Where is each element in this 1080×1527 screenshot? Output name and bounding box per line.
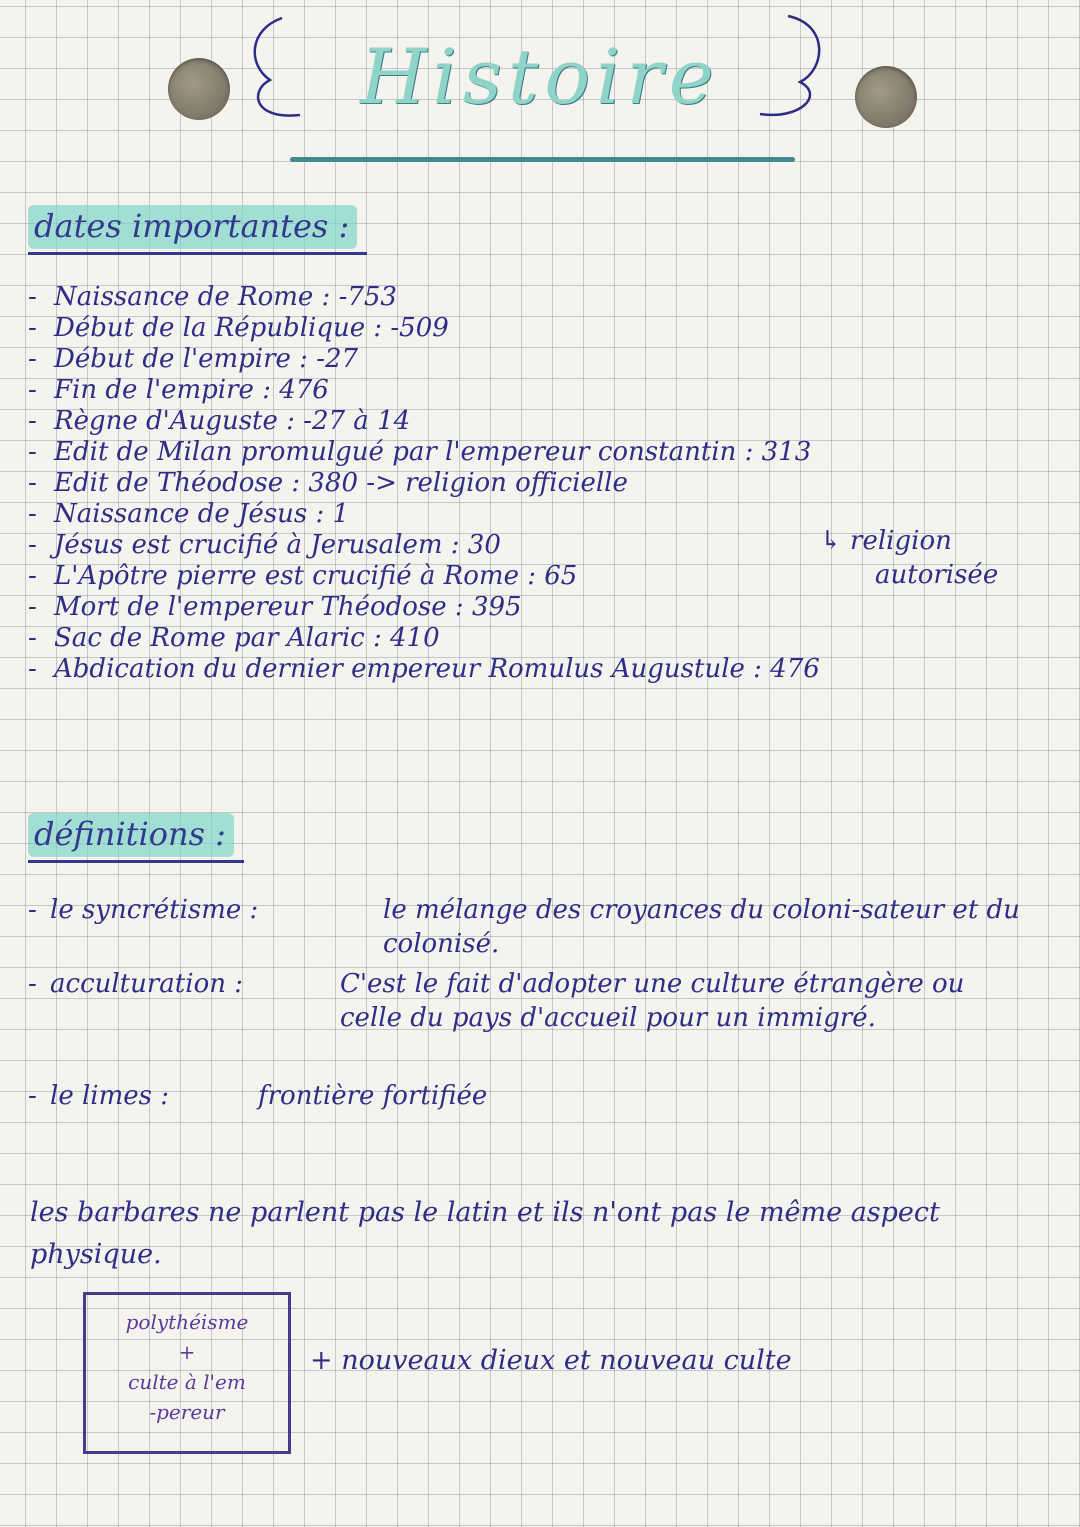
date-text: Jésus est crucifié à Jerusalem : 30	[54, 530, 501, 560]
date-text: Naissance de Rome : -753	[54, 282, 397, 312]
list-item: - Edit de Milan promulgué par l'empereur constantin : 313	[28, 437, 812, 467]
list-item: - Jésus est crucifié à Jerusalem : 30	[28, 530, 501, 560]
list-item: - Règne d'Auguste : -27 à 14	[28, 406, 411, 436]
definitions-heading-text: définitions :	[34, 815, 226, 853]
list-item: - Naissance de Jésus : 1	[28, 499, 350, 529]
dates-list	[28, 282, 1068, 685]
definition-item: - le syncrétisme : le mélange des croyances du coloni-sateur et du colonisé.	[28, 893, 1068, 967]
date-text: Début de la République : -509	[54, 313, 449, 343]
definitions-list	[28, 893, 1068, 1119]
date-text: Début de l'empire : -27	[54, 344, 359, 374]
box-line: polythéisme	[125, 1310, 249, 1334]
date-text: L'Apôtre pierre est crucifié à Rome : 65	[54, 561, 578, 591]
title-area	[240, 10, 840, 170]
list-item: - Edit de Théodose : 380 -> religion officielle	[28, 468, 628, 498]
boxed-note	[83, 1292, 291, 1454]
box-line: +	[178, 1340, 196, 1364]
list-item: - Début de la République : -509	[28, 313, 449, 343]
barbarians-note: les barbares ne parlent pas le latin et ils n'ont pas le même aspect physique.	[30, 1197, 940, 1270]
definitions-heading-underline	[28, 860, 244, 863]
date-text: Abdication du dernier empereur Romulus Augustule : 476	[54, 654, 820, 684]
definition-term: le syncrétisme :	[50, 895, 259, 925]
binder-hole-right	[855, 66, 917, 128]
side-note-authorized: autorisée	[875, 560, 999, 590]
definition-term: le limes :	[50, 1081, 170, 1111]
dates-heading-text: dates importantes :	[34, 207, 350, 245]
definition-body: frontière fortifiée	[258, 1081, 488, 1111]
date-text: Naissance de Jésus : 1	[54, 499, 350, 529]
dates-heading-underline	[28, 252, 367, 255]
box-line: culte à l'em	[128, 1370, 246, 1394]
title-underline	[290, 157, 795, 162]
side-note-religion: ↳ religion	[820, 526, 952, 556]
date-text: Mort de l'empereur Théodose : 395	[54, 592, 522, 622]
date-text: Edit de Milan promulgué par l'empereur constantin : 313	[54, 437, 812, 467]
box-line: -pereur	[149, 1400, 225, 1424]
date-text: Sac de Rome par Alaric : 410	[54, 623, 440, 653]
dates-heading	[28, 205, 357, 249]
date-text: Règne d'Auguste : -27 à 14	[54, 406, 411, 436]
page-title: Histoire	[360, 32, 720, 121]
list-item: - L'Apôtre pierre est crucifié à Rome : 65	[28, 561, 578, 591]
list-item: - Mort de l'empereur Théodose : 395	[28, 592, 522, 622]
date-text: Edit de Théodose : 380 -> religion officielle	[54, 468, 628, 498]
box-side-note: + nouveaux dieux et nouveau culte	[310, 1345, 792, 1376]
list-item: - Sac de Rome par Alaric : 410	[28, 623, 440, 653]
definitions-heading	[28, 813, 234, 857]
definition-body: le mélange des croyances du coloni-sateur et du colonisé.	[383, 895, 1020, 959]
definition-term: acculturation :	[50, 969, 243, 999]
list-item: - Abdication du dernier empereur Romulus Augustule : 476	[28, 654, 820, 684]
date-text: Fin de l'empire : 476	[54, 375, 329, 405]
binder-hole-left	[168, 58, 230, 120]
definition-item: - acculturation : C'est le fait d'adopter une culture étrangère ou celle du pays d'accueil pour un immigré.	[28, 967, 1068, 1079]
list-item: - Naissance de Rome : -753	[28, 282, 397, 312]
definition-body: C'est le fait d'adopter une culture étrangère ou celle du pays d'accueil pour un immigré.	[340, 969, 965, 1033]
list-item: - Fin de l'empire : 476	[28, 375, 329, 405]
list-item: - Début de l'empire : -27	[28, 344, 359, 374]
definition-item: - le limes : frontière fortifiée	[28, 1079, 1068, 1119]
